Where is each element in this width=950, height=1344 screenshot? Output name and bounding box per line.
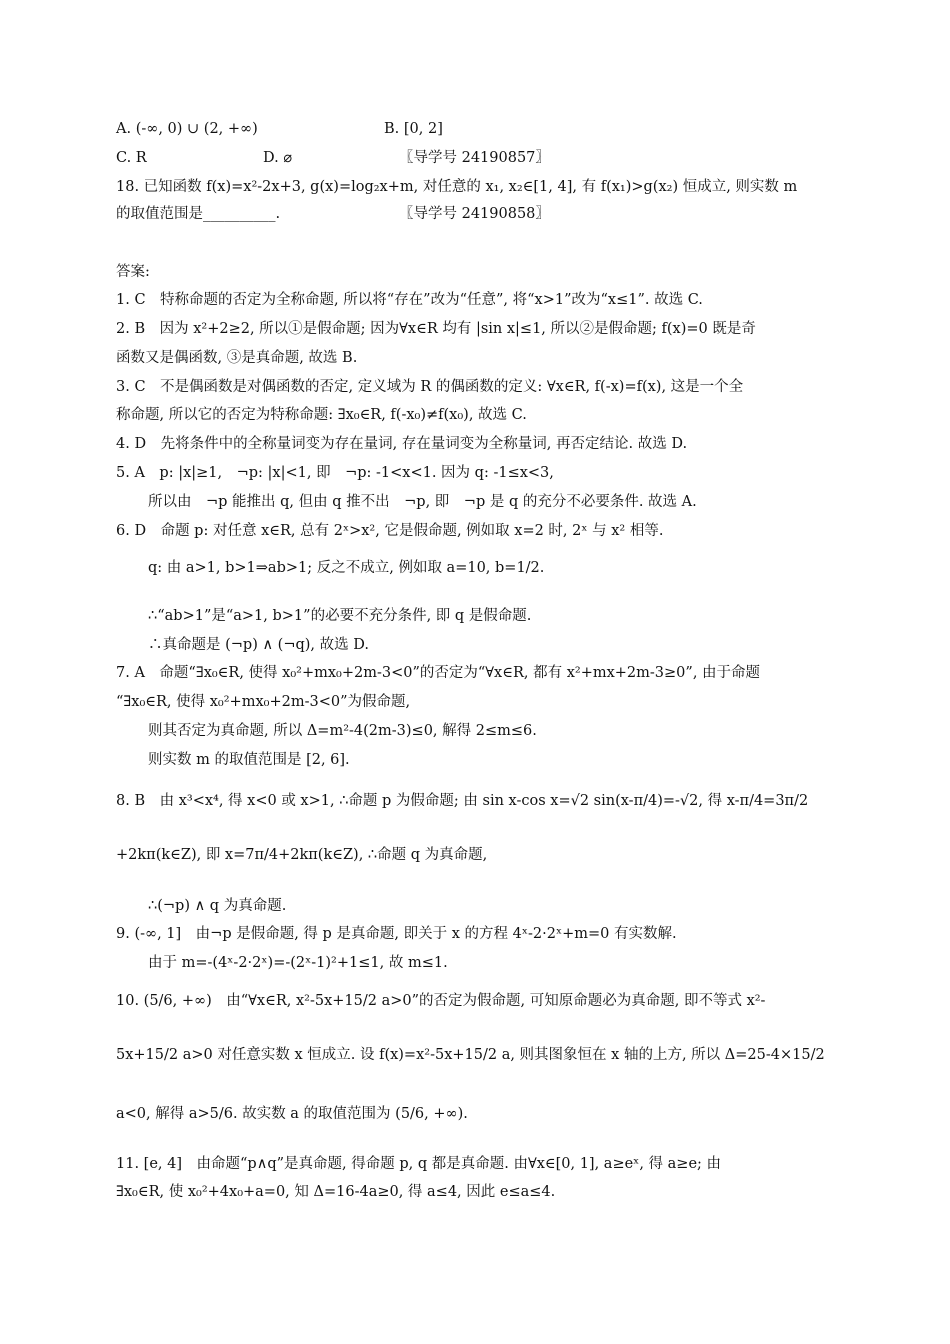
text-line-l14: 称命题, 所以它的否定为特称命题: ∃x₀∈R, f(-x₀)≠f(x₀), 故选 C. (116, 407, 527, 423)
text-line-l04: D. ⌀ (263, 150, 293, 166)
text-line-l28: ∴(¬p) ∧ q 为真命题. (148, 898, 287, 914)
text-line-l24: 则其否定为真命题, 所以 Δ=m²-4(2m-3)≤0, 解得 2≤m≤6. (148, 723, 537, 739)
text-line-l15: 4. D 先将条件中的全称量词变为存在量词, 存在量词变为全称量词, 再否定结论. 故选 D. (116, 436, 688, 452)
text-line-l25: 则实数 m 的取值范围是 [2, 6]. (148, 752, 350, 768)
text-line-l09: 答案: (116, 264, 150, 280)
text-line-l19: q: 由 a>1, b>1⇒ab>1; 反之不成立, 例如取 a=10, b=1/2. (148, 560, 545, 576)
text-line-l22: 7. A 命题“∃x₀∈R, 使得 x₀²+mx₀+2m-3<0”的否定为“∀x∈R, 都有 x²+mx+2m-3≥0”, 由于命题 (116, 665, 761, 681)
text-line-l05: 〖导学号 24190857〗 (399, 150, 550, 166)
text-line-l12: 函数又是偶函数, ③是真命题, 故选 B. (116, 350, 358, 366)
text-line-l35: ∃x₀∈R, 使 x₀²+4x₀+a=0, 知 Δ=16-4a≥0, 得 a≤4, 因此 e≤a≤4. (116, 1184, 556, 1200)
text-line-l16: 5. A p: |x|≥1, ¬p: |x|<1, 即 ¬p: -1<x<1. 因为 q: -1≤x<3, (116, 465, 554, 481)
text-line-l06: 18. 已知函数 f(x)=x²-2x+3, g(x)=log₂x+m, 对任意的 x₁, x₂∈[1, 4], 有 f(x₁)>g(x₂) 恒成立, 则实数 m (116, 179, 798, 195)
text-line-l32: 5x+15/2 a>0 对任意实数 x 恒成立. 设 f(x)=x²-5x+15/2 a, 则其图象恒在 x 轴的上方, 所以 Δ=25-4×15/2 (116, 1047, 825, 1063)
text-line-l23: “∃x₀∈R, 使得 x₀²+mx₀+2m-3<0”为假命题, (116, 694, 411, 710)
text-line-l27: +2kπ(k∈Z), 即 x=7π/4+2kπ(k∈Z), ∴命题 q 为真命题, (116, 847, 488, 863)
text-line-l30: 由于 m=-(4ˣ-2·2ˣ)=-(2ˣ-1)²+1≤1, 故 m≤1. (148, 955, 448, 971)
text-line-l34: 11. [e, 4] 由命题“p∧q”是真命题, 得命题 p, q 都是真命题. 由∀x∈[0, 1], a≥eˣ, 得 a≥e; 由 (116, 1156, 722, 1172)
text-line-l31: 10. (5/6, +∞) 由“∀x∈R, x²-5x+15/2 a>0”的否定为假命题, 可知原命题必为真命题, 即不等式 x²- (116, 993, 766, 1009)
text-line-l02: B. [0, 2] (384, 121, 443, 137)
text-line-l20: ∴“ab>1”是“a>1, b>1”的必要不充分条件, 即 q 是假命题. (148, 608, 532, 624)
text-line-l11: 2. B 因为 x²+2≥2, 所以①是假命题; 因为∀x∈R 均有 |sin x|≤1, 所以②是假命题; f(x)=0 既是奇 (116, 321, 756, 337)
text-line-l29: 9. (-∞, 1] 由¬p 是假命题, 得 p 是真命题, 即关于 x 的方程 4ˣ-2·2ˣ+m=0 有实数解. (116, 926, 677, 942)
text-line-l13: 3. C 不是偶函数是对偶函数的否定, 定义域为 R 的偶函数的定义: ∀x∈R, f(-x)=f(x), 这是一个全 (116, 379, 744, 395)
text-line-l03: C. R (116, 150, 147, 166)
text-line-l21: ∴真命题是 (¬p) ∧ (¬q), 故选 D. (148, 637, 369, 653)
text-line-l07: 的取值范围是__________. (116, 206, 281, 222)
text-line-l01: A. (-∞, 0) ∪ (2, +∞) (116, 121, 258, 137)
text-line-l08: 〖导学号 24190858〗 (399, 206, 550, 222)
text-line-l18: 6. D 命题 p: 对任意 x∈R, 总有 2ˣ>x², 它是假命题, 例如取 x=2 时, 2ˣ 与 x² 相等. (116, 523, 664, 539)
text-line-l17: 所以由 ¬p 能推出 q, 但由 q 推不出 ¬p, 即 ¬p 是 q 的充分不必要条件. 故选 A. (148, 494, 697, 510)
text-line-l10: 1. C 特称命题的否定为全称命题, 所以将“存在”改为“任意”, 将“x>1”改为“x≤1”. 故选 C. (116, 292, 703, 308)
text-line-l26: 8. B 由 x³<x⁴, 得 x<0 或 x>1, ∴命题 p 为假命题; 由 sin x-cos x=√2 sin(x-π/4)=-√2, 得 x-π/4=3π/2 (116, 793, 809, 809)
text-line-l33: a<0, 解得 a>5/6. 故实数 a 的取值范围为 (5/6, +∞). (116, 1106, 468, 1122)
